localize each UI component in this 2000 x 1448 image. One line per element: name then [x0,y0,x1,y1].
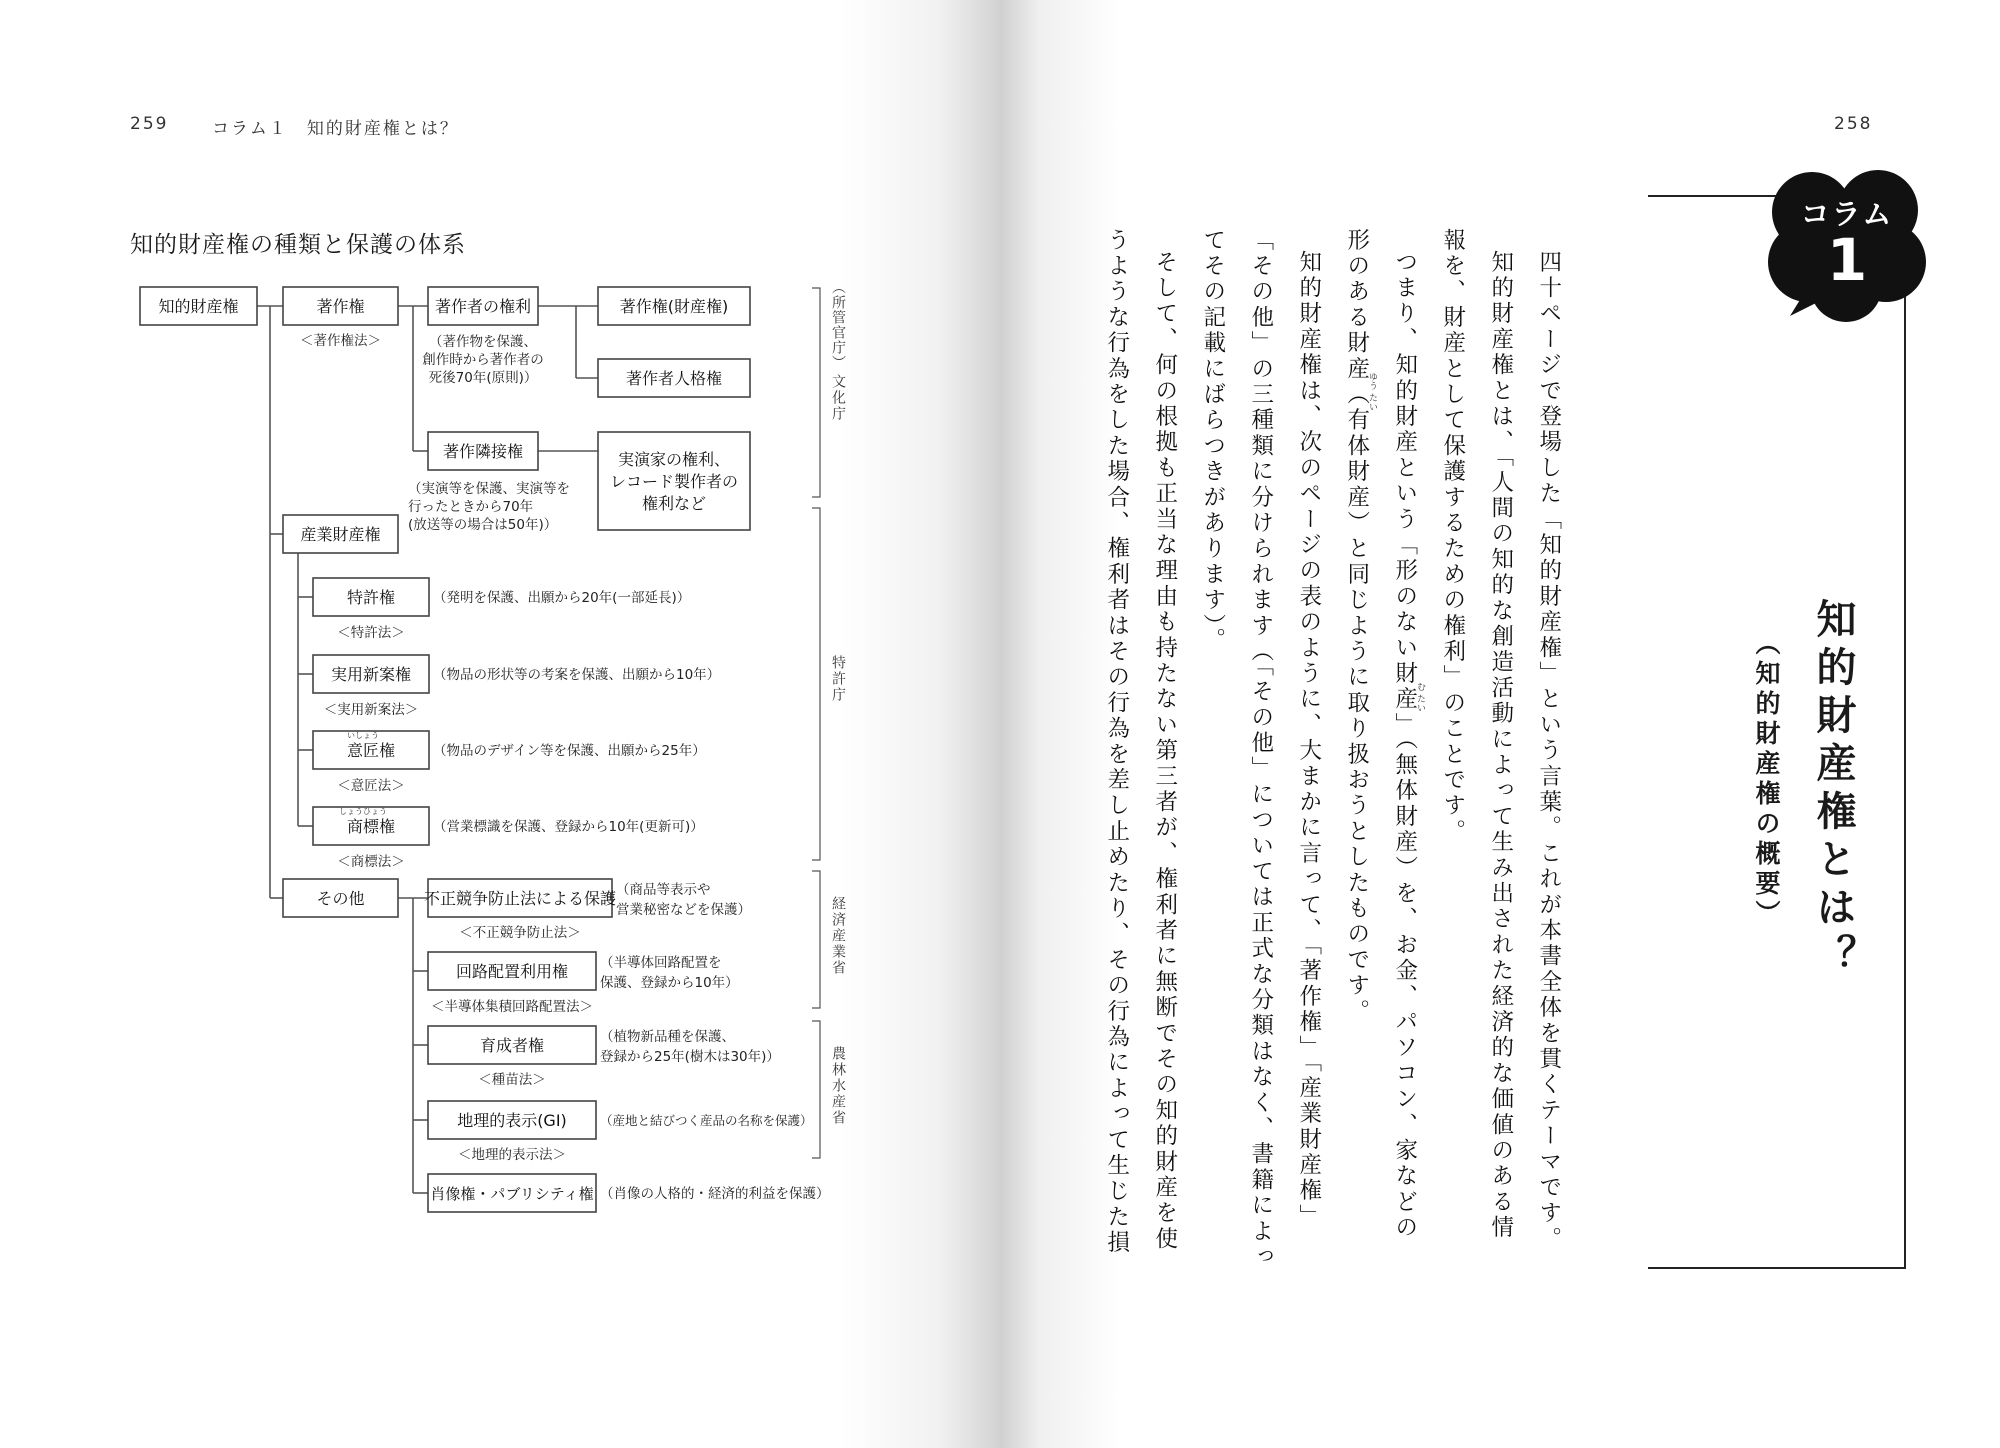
design-law: ＜意匠法＞ [337,778,405,794]
body-column: 報を、財産として保護するための権利」のことです。 [1439,228,1466,845]
trademark-law: ＜商標法＞ [337,854,405,870]
node-publicity [428,1174,830,1212]
copyright-law: ＜著作権法＞ [300,333,381,349]
breeder-note-2: 登録から25年(樹木は30年)） [600,1049,780,1065]
node-unfair-label: 不正競争防止法による保護 [423,889,617,908]
body-column: 知的財産権は、次のページの表のように、大まかに言って、「著作権」「産業財産権」 [1295,250,1322,1230]
node-industrial [283,515,398,553]
body-column: 「その他」の三種類に分けられます（「その他」については正式な分類はなく、書籍によっ [1247,228,1274,1271]
node-gi [428,1101,813,1163]
page-number-left: 259 [130,114,169,134]
author-rights-note-3: 死後70年(原則)） [428,370,538,386]
agency-tokkyo: 特許庁 [830,655,846,703]
body-column: てその記載にばらつきがあります）。 [1199,228,1226,654]
node-author-rights [422,287,544,386]
ruby-yuutai: ゆう たい [1367,372,1377,411]
node-industrial-label: 産業財産権 [300,525,381,544]
body-column: つまり、知的財産という「形のない財産」（無体財産）を、お金、パソコン、家などの [1391,250,1418,1242]
patent-note: （発明を保護、出願から20年(一部延長)） [433,590,691,606]
node-performer-rights [598,432,750,530]
node-moral-rights-label: 著作者人格権 [625,369,723,388]
neighboring-note-1: （実演等を保護、実演等を [408,481,570,497]
author-rights-note-1: （著作物を保護、 [429,334,537,350]
badge-number: 1 [1826,226,1868,294]
body-column: 形のある財産（有体財産）と同じように取り扱おうとしたものです。 [1343,228,1370,1025]
performer-rights-line-3: 権利など [641,494,707,513]
agency-norin: 農林水産省 [830,1046,846,1126]
design-note: （物品のデザイン等を保護、出願から25年） [433,743,706,759]
node-author-rights-label: 著作者の権利 [434,297,532,316]
node-copyright-property-label: 著作権(財産権) [619,297,729,316]
node-publicity-label: 肖像権・パブリシティ権 [430,1185,594,1203]
chart-title: 知的財産権の種類と保護の体系 [130,232,466,258]
unfair-law: ＜不正競争防止法＞ [459,925,581,941]
node-trademark-label: 商標権 [346,817,396,836]
neighboring-note-3: (放送等の場合は50年)） [408,517,558,533]
column-subtitle: （知的財産権の概要） [1752,630,1781,930]
node-unfair [424,879,751,941]
agency-bunka: 文化庁 [830,374,846,422]
trademark-note: （営業標識を保護、登録から10年(更新可)） [433,819,704,835]
node-trademark [313,807,704,870]
agency-brackets [812,288,820,1158]
column-title: 知的財産権とは？ [1810,598,1856,982]
node-design-label: 意匠権 [346,741,396,760]
neighboring-note-2: 行ったときから70年 [408,499,534,515]
node-patent [313,578,690,641]
node-design [313,731,706,794]
node-other [283,879,398,917]
circuit-law: ＜半導体集積回路配置法＞ [431,999,593,1015]
node-copyright [283,287,398,349]
node-breeder-label: 育成者権 [479,1036,545,1055]
node-circuit-label: 回路配置利用権 [455,962,569,981]
circuit-note-1: （半導体回路配置を [600,955,722,971]
gi-note: （産地と結びつく産品の名称を保護） [600,1113,813,1128]
unfair-note-1: （商品等表示や [616,882,711,898]
utility-note: （物品の形状等の考案を保護、出願から10年） [433,667,721,683]
performer-rights-line-2: レコード製作者の [609,472,739,491]
author-rights-note-2: 創作時から著作者の [422,352,544,368]
circuit-note-2: 保護、登録から10年） [600,975,739,991]
body-column: そして、何の根拠も正当な理由も持たない第三者が、権利者に無断でその知的財産を使 [1151,250,1178,1253]
node-moral-rights [598,359,750,397]
body-column: うような行為をした場合、権利者はその行為を差し止めたり、その行為によって生じた損 [1103,228,1130,1256]
node-utility-label: 実用新案権 [330,665,412,684]
node-other-label: その他 [316,889,365,908]
body-column: 知的財産権とは、「人間の知的な創造活動によって生み出された経済的な価値のある情 [1487,250,1514,1242]
publicity-note: （肖像の人格的・経済的利益を保護） [600,1186,830,1202]
ruby-mutai: む たい [1415,682,1425,712]
node-utility [313,655,720,718]
running-head: コラム１ 知的財産権とは？ [212,119,459,139]
node-gi-label: 地理的表示(GI) [457,1111,567,1130]
patent-law: ＜特許法＞ [337,625,405,641]
node-root [140,287,257,325]
node-neighboring [408,432,570,533]
breeder-law: ＜種苗法＞ [478,1072,546,1088]
node-patent-label: 特許権 [346,588,396,607]
body-column: 四十ページで登場した「知的財産権」という言葉。これが本書全体を貫くテーマです。 [1535,250,1562,1253]
node-root-label: 知的財産権 [158,297,239,316]
design-ruby: いしょう [347,731,379,740]
node-neighboring-label: 著作隣接権 [442,442,524,461]
node-breeder [428,1026,780,1088]
node-circuit [428,952,739,1015]
performer-rights-line-1: 実演家の権利、 [617,450,731,469]
page-number-right: 258 [1834,114,1873,134]
node-copyright-property [598,287,750,325]
agency-keisan: 経済産業省 [830,896,846,976]
unfair-note-2: 営業秘密などを保護） [616,902,751,918]
node-copyright-label: 著作権 [316,297,365,316]
breeder-note-1: （植物新品種を保護、 [600,1029,735,1045]
trademark-ruby: しょうひょう [339,807,387,816]
right-page [1000,0,2000,1448]
gi-law: ＜地理的表示法＞ [458,1147,566,1163]
badge-word: コラム [1800,197,1894,231]
agency-label: （所管官庁） [830,280,846,370]
utility-law: ＜実用新案法＞ [323,702,419,718]
